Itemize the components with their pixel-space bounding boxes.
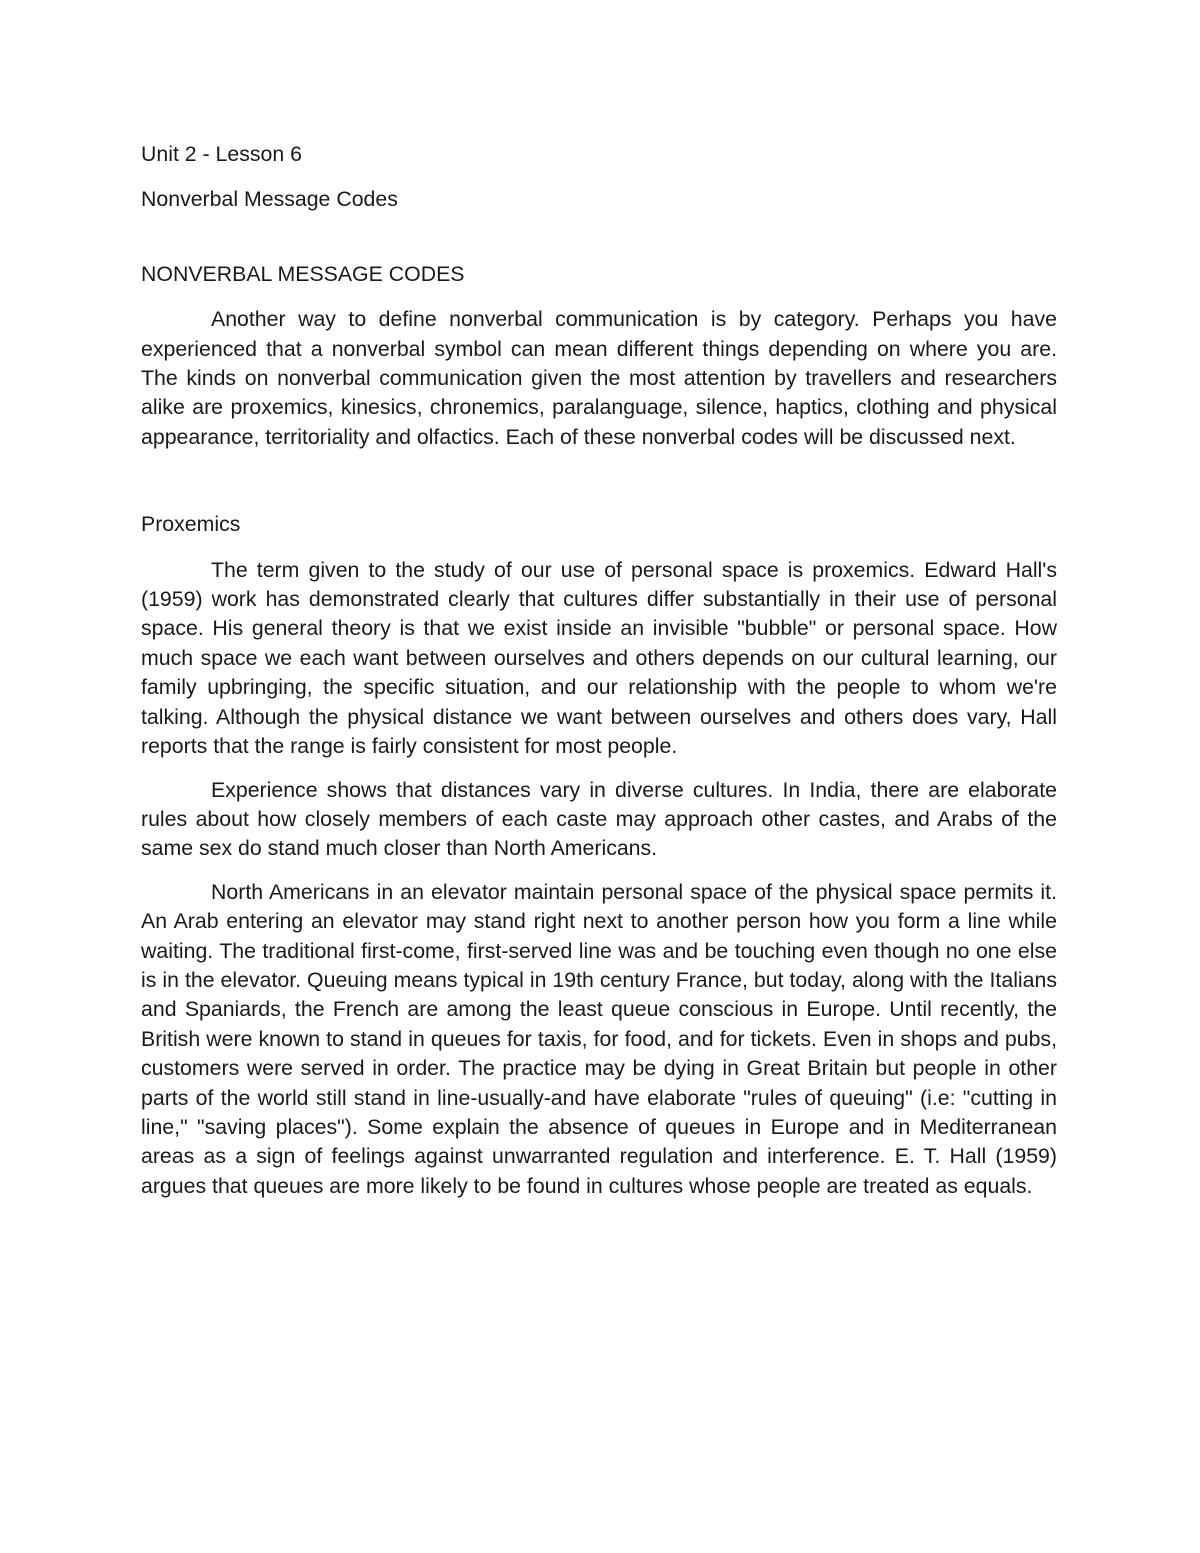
proxemics-paragraph: Experience shows that distances vary in diverse cultures. In India, there are elaborate rules about how closely members of each caste may approach other castes, and Arabs of the same sex do stand much closer than North Americans. [141, 777, 1057, 861]
intro-paragraph: Another way to define nonverbal communication is by category. Perhaps you have experienced that a nonverbal symbol can mean different things depending on where you are. The kinds on nonverbal communication given the most attention by travellers and researchers alike are proxemics, kinesics, chronemics, paralanguage, silence, haptics, clothing and physical appearance, territoriality and olfactics. Each of these nonverbal codes will be discussed next. [141, 307, 1057, 449]
section-heading-proxemics: Proxemics [141, 512, 241, 537]
section-heading-nonverbal-message-codes: NONVERBAL MESSAGE CODES [141, 261, 465, 286]
proxemics-paragraph: North Americans in an elevator maintain personal space of the physical space permits it. An Arab entering an elevator may stand right next to another person how you form a line while waiting. The traditional first-come, first-served line was and be touching even though no one else is in the elevator. Queuing means typical in 19th century France, but today, along with the Italians and Spaniards, the French are among the least queue conscious in Europe. Until recently, the British were known to stand in queues for taxis, for food, and for tickets. Even in shops and pubs, customers were served in order. The practice may be dying in Great Britain but people in other parts of the world still stand in line-usually-and have elaborate "rules of queuing" (i.e: "cutting in line," "saving places"). Some explain the absence of queues in Europe and in Mediterranean areas as a sign of feelings against unwarranted regulation and interference. E. T. Hall (1959) argues that queues are more likely to be found in cultures whose people are treated as equals. [141, 879, 1057, 1198]
document-body [141, 140, 1057, 1215]
proxemics-paragraph: The term given to the study of our use of personal space is proxemics. Edward Hall's (1959) work has demonstrated clearly that cultures differ substantially in their use of personal space. His general theory is that we exist inside an invisible "bubble" or personal space. How much space we each want between ourselves and others depends on our cultural learning, our family upbringing, the specific situation, and our relationship with the people to whom we're talking. Although the physical distance we want between ourselves and others does vary, Hall reports that the range is fairly consistent for most people. [141, 557, 1057, 759]
unit-title: Unit 2 - Lesson 6 [141, 142, 302, 166]
lesson-title: Nonverbal Message Codes [141, 187, 398, 212]
